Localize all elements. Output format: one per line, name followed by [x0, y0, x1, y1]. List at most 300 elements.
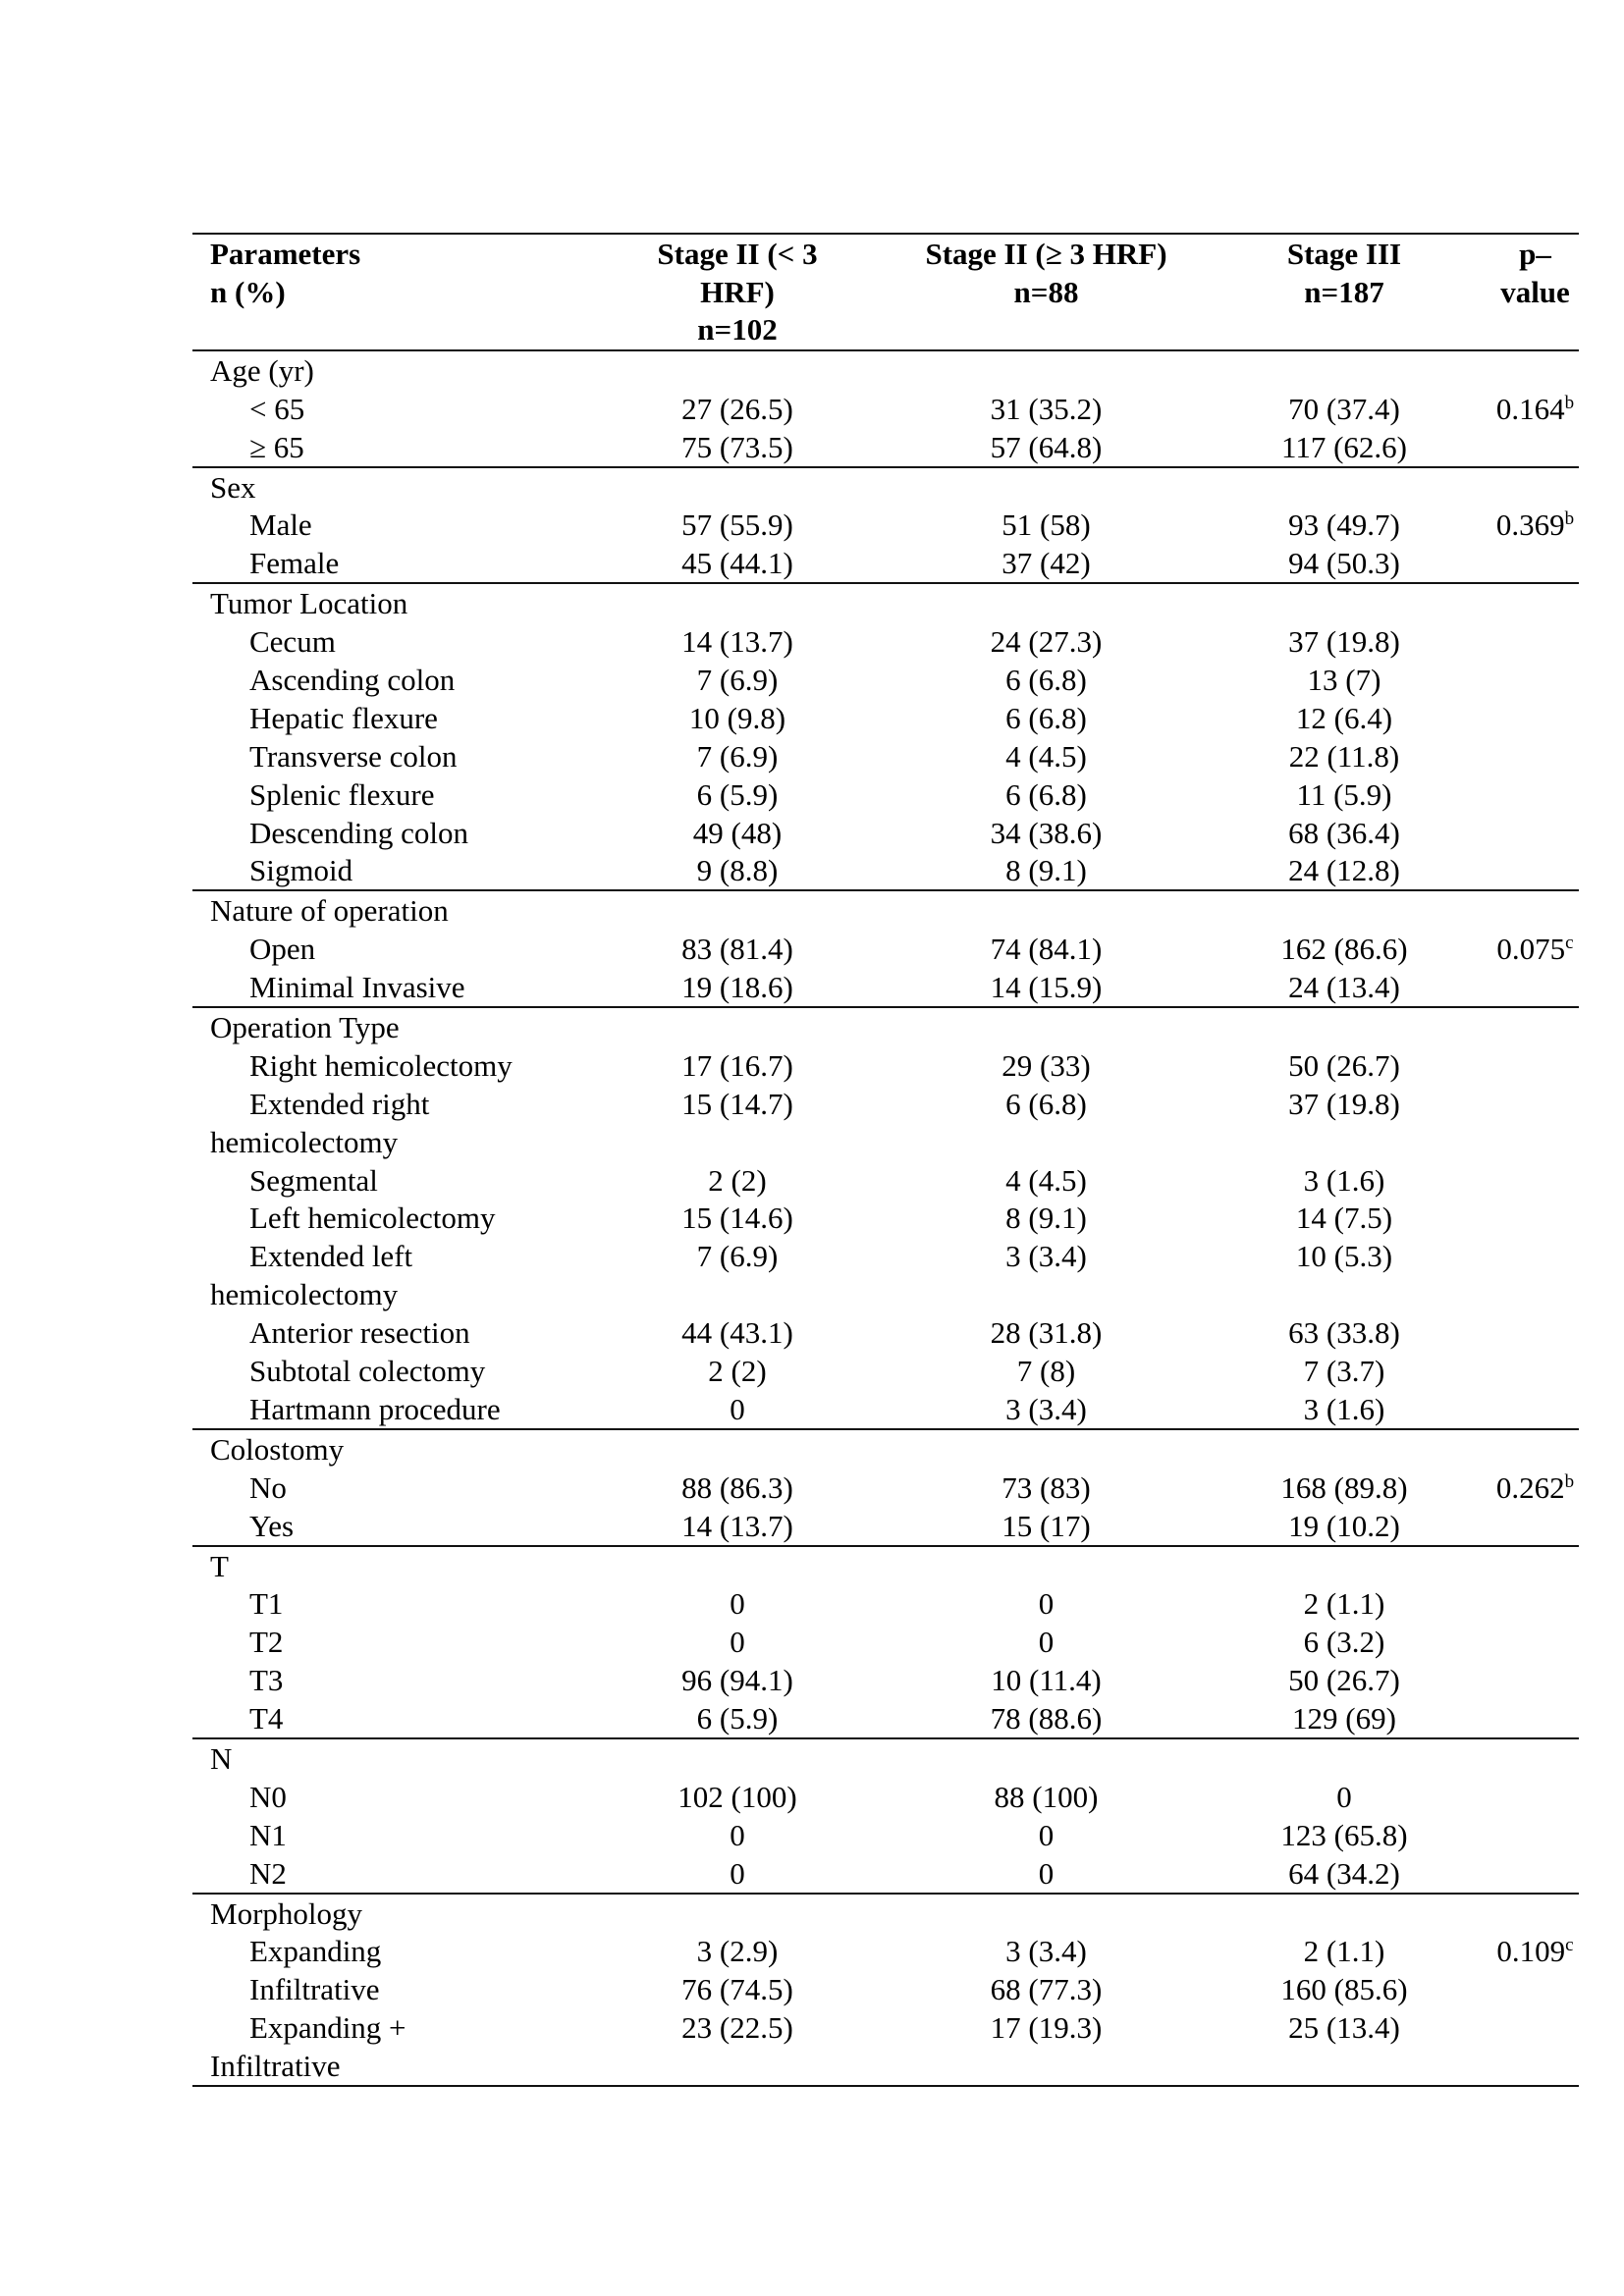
cell-stage2-ge3-hrf: [895, 2047, 1197, 2086]
cell-stage2-lt3-hrf: 27 (26.5): [681, 391, 793, 426]
cell-p-value: [1491, 1816, 1579, 1854]
row-label: Female: [192, 544, 579, 583]
table-row: [192, 930, 1579, 968]
row-label: Infiltrative: [192, 2047, 579, 2086]
p-value-test-superscript: b: [1564, 508, 1575, 530]
cell-stage3: 11 (5.9): [1296, 776, 1392, 812]
row-label: Anterior resection: [249, 1315, 470, 1351]
cell-stage2-ge3-hrf: 10 (11.4): [991, 1663, 1102, 1698]
row-label: Sigmoid: [192, 852, 579, 891]
empty-cell: [1197, 350, 1491, 390]
row-label: Expanding: [249, 1934, 382, 1969]
cell-stage2-ge3-hrf: 34 (38.6): [990, 815, 1103, 850]
cell-stage2-ge3-hrf: 8 (9.1): [895, 852, 1197, 891]
empty-cell: [579, 1429, 895, 1468]
table-row: [192, 428, 1579, 467]
empty-cell: [1491, 1007, 1579, 1046]
header-parameters: [192, 234, 579, 350]
header-line: Stage II (< 3: [657, 237, 818, 271]
cell-stage3: [1197, 2047, 1491, 2086]
cell-stage3: 68 (36.4): [1288, 815, 1400, 850]
row-label: T2: [249, 1625, 284, 1660]
empty-cell: [579, 1894, 895, 1933]
cell-stage2-ge3-hrf: 0: [1038, 1817, 1055, 1852]
row-label: Hartmann procedure: [192, 1390, 579, 1429]
table-row: [192, 1585, 1579, 1624]
table-row: [192, 661, 1579, 699]
cell-p-value: [1491, 661, 1579, 699]
table-row: [192, 1313, 1579, 1352]
table-row: [192, 1854, 1579, 1894]
table-row: [192, 1468, 1579, 1507]
cell-p-value: [1491, 1390, 1579, 1429]
table-row: [192, 1970, 1579, 2008]
p-value-test-superscript: c: [1565, 933, 1574, 954]
cell-p-value: [1491, 699, 1579, 737]
cell-stage3: 64 (34.2): [1197, 1854, 1491, 1894]
group-title: Operation Type: [210, 1010, 400, 1045]
cell-stage3: 94 (50.3): [1197, 544, 1491, 583]
cell-p-value: [1491, 1507, 1579, 1546]
cell-p-value: [1491, 930, 1579, 968]
cell-stage2-ge3-hrf: 51 (58): [1001, 507, 1091, 543]
cell-stage2-ge3-hrf: 37 (42): [895, 544, 1197, 583]
cell-stage2-lt3-hrf: 76 (74.5): [681, 1972, 793, 2007]
cell-stage3: 50 (26.7): [1288, 1663, 1400, 1698]
group-title: Colostomy: [210, 1431, 345, 1467]
cell-stage2-lt3-hrf: 15 (14.7): [681, 1086, 793, 1121]
cell-stage2-lt3-hrf: 3 (2.9): [696, 1934, 779, 1969]
table-row: [192, 2008, 1579, 2047]
row-label: Cecum: [249, 624, 336, 660]
cell-stage3: 3 (1.6): [1197, 1390, 1491, 1429]
cell-stage2-lt3-hrf: 17 (16.7): [681, 1047, 793, 1083]
cell-stage2-lt3-hrf: 57 (55.9): [681, 507, 793, 543]
cell-stage2-ge3-hrf: 68 (77.3): [990, 1972, 1103, 2007]
empty-cell: [579, 890, 895, 930]
cell-p-value: [1491, 507, 1579, 545]
row-label: N0: [249, 1779, 287, 1814]
empty-cell: [895, 890, 1197, 930]
table-row: [192, 968, 1579, 1007]
row-label: Segmental: [249, 1162, 378, 1198]
row-label: Right hemicolectomy: [249, 1047, 513, 1083]
cell-stage2-ge3-hrf: 8 (9.1): [1005, 1201, 1087, 1236]
cell-stage2-ge3-hrf: 17 (19.3): [990, 2010, 1103, 2046]
cell-stage2-ge3-hrf: 15 (17): [895, 1507, 1197, 1546]
cell-stage3: 19 (10.2): [1197, 1507, 1491, 1546]
cell-stage3: 37 (19.8): [1288, 1086, 1400, 1121]
header-stage2-ge3-hrf: [895, 234, 1197, 350]
cell-stage2-lt3-hrf: 6 (5.9): [579, 1699, 895, 1738]
cell-stage2-ge3-hrf: [895, 1123, 1197, 1161]
cell-stage3: 37 (19.8): [1288, 624, 1400, 660]
cell-p-value: [1491, 968, 1579, 1007]
group-header-row-t: [192, 1546, 1579, 1585]
cell-p-value: [1491, 1585, 1579, 1624]
cell-p-value: [1491, 1970, 1579, 2008]
empty-cell: [895, 1894, 1197, 1933]
cell-stage2-ge3-hrf: 6 (6.8): [1005, 776, 1087, 812]
header-line: n=88: [1013, 274, 1079, 309]
table-row: [192, 544, 1579, 583]
cell-stage3: 50 (26.7): [1288, 1047, 1400, 1083]
cell-p-value: [1491, 852, 1579, 891]
cell-stage2-ge3-hrf: 0: [1038, 1586, 1055, 1622]
empty-cell: [895, 1546, 1197, 1585]
cell-p-value: [1491, 1778, 1579, 1816]
row-label: No: [249, 1469, 287, 1505]
cell-p-value: [1491, 775, 1579, 814]
table-row: [192, 775, 1579, 814]
group-title: N: [210, 1740, 233, 1776]
cell-stage2-lt3-hrf: 2 (2): [708, 1162, 767, 1198]
cell-stage2-ge3-hrf: 29 (33): [1001, 1047, 1091, 1083]
table-row: [192, 2047, 1579, 2086]
cell-stage2-lt3-hrf: 23 (22.5): [681, 2010, 793, 2046]
header-line: n=102: [697, 312, 778, 347]
p-value-test-superscript: c: [1565, 1935, 1574, 1956]
cell-stage2-lt3-hrf: 75 (73.5): [579, 428, 895, 467]
cell-stage2-ge3-hrf: 78 (88.6): [895, 1699, 1197, 1738]
cell-stage2-ge3-hrf: 4 (4.5): [1005, 1162, 1087, 1198]
cell-stage2-lt3-hrf: 49 (48): [692, 815, 783, 850]
table-row: [192, 1275, 1579, 1313]
row-label: hemicolectomy: [210, 1277, 399, 1312]
cell-stage3: 7 (3.7): [1303, 1354, 1385, 1389]
table-row: [192, 507, 1579, 545]
cell-stage3: 93 (49.7): [1288, 507, 1400, 543]
cell-stage3: 2 (1.1): [1303, 1934, 1385, 1969]
empty-cell: [1197, 1546, 1491, 1585]
cell-stage2-lt3-hrf: 0: [730, 1817, 745, 1852]
cell-stage2-lt3-hrf: [579, 1275, 895, 1313]
header-line: HRF): [700, 274, 775, 309]
group-header-row-sex: [192, 467, 1579, 507]
cell-p-value: [1491, 1200, 1579, 1238]
table-row: [192, 1778, 1579, 1816]
cell-stage2-lt3-hrf: 83 (81.4): [681, 932, 793, 967]
group-title: Tumor Location: [210, 586, 408, 621]
cell-stage3: 162 (86.6): [1280, 932, 1408, 967]
group-header-row-n: [192, 1738, 1579, 1778]
cell-stage3: 63 (33.8): [1288, 1315, 1400, 1351]
cell-stage2-lt3-hrf: 7 (6.9): [696, 1239, 779, 1274]
cell-stage2-lt3-hrf: 88 (86.3): [681, 1469, 793, 1505]
cell-p-value: [1491, 814, 1579, 852]
cell-stage3: 0: [1336, 1779, 1352, 1814]
empty-cell: [579, 1738, 895, 1778]
cell-stage2-lt3-hrf: 2 (2): [708, 1354, 767, 1389]
empty-cell: [1491, 1546, 1579, 1585]
cell-stage3: [1197, 1123, 1491, 1161]
group-header-row-age-yr: [192, 350, 1579, 390]
cell-stage2-ge3-hrf: 0: [1038, 1625, 1055, 1660]
table-row: [192, 737, 1579, 775]
table-row: [192, 390, 1579, 428]
cell-stage3: 14 (7.5): [1295, 1201, 1393, 1236]
table-row: [192, 1507, 1579, 1546]
cell-stage2-lt3-hrf: 96 (94.1): [681, 1663, 793, 1698]
cell-stage3: 160 (85.6): [1280, 1972, 1408, 2007]
header-line: Stage II (≥ 3 HRF): [925, 237, 1167, 271]
empty-cell: [1491, 1429, 1579, 1468]
cell-stage2-ge3-hrf: 88 (100): [994, 1779, 1099, 1814]
empty-cell: [1197, 1894, 1491, 1933]
cell-stage2-lt3-hrf: 7 (6.9): [696, 738, 779, 774]
table-row: [192, 1933, 1579, 1971]
p-value: 0.075: [1496, 932, 1566, 967]
cell-stage2-ge3-hrf: 14 (15.9): [895, 968, 1197, 1007]
cell-p-value: [1491, 1352, 1579, 1390]
cell-stage2-ge3-hrf: 24 (27.3): [990, 624, 1103, 660]
characteristics-table: [192, 233, 1579, 2087]
cell-p-value: [1491, 544, 1579, 583]
empty-cell: [1197, 1007, 1491, 1046]
cell-p-value: [1491, 737, 1579, 775]
cell-stage2-ge3-hrf: 3 (3.4): [1005, 1934, 1087, 1969]
row-label: hemicolectomy: [210, 1124, 399, 1159]
group-title: Nature of operation: [210, 893, 449, 929]
row-label: T4: [192, 1699, 579, 1738]
row-label: Open: [249, 932, 316, 967]
empty-cell: [1491, 467, 1579, 507]
empty-cell: [895, 350, 1197, 390]
table-row: [192, 1046, 1579, 1085]
cell-stage2-lt3-hrf: 10 (9.8): [688, 700, 786, 735]
cell-stage2-ge3-hrf: 74 (84.1): [990, 932, 1103, 967]
cell-stage2-lt3-hrf: 0: [730, 1586, 745, 1622]
empty-cell: [895, 1007, 1197, 1046]
cell-p-value: [1491, 1854, 1579, 1894]
cell-p-value: [1491, 2008, 1579, 2047]
table-row: [192, 814, 1579, 852]
group-title: T: [210, 1548, 229, 1583]
row-label: N2: [192, 1854, 579, 1894]
empty-cell: [1491, 350, 1579, 390]
cell-stage2-lt3-hrf: 19 (18.6): [579, 968, 895, 1007]
cell-stage2-ge3-hrf: 6 (6.8): [1005, 1086, 1087, 1121]
cell-stage3: 70 (37.4): [1288, 391, 1400, 426]
table-body: [192, 350, 1579, 2086]
table-row: [192, 1623, 1579, 1661]
table-row: [192, 622, 1579, 661]
header-line: p–: [1519, 237, 1551, 271]
cell-stage3: 123 (65.8): [1280, 1817, 1408, 1852]
cell-p-value: [1491, 1237, 1579, 1275]
cell-p-value: [1491, 1275, 1579, 1313]
row-label: Subtotal colectomy: [249, 1354, 486, 1389]
empty-cell: [1197, 1738, 1491, 1778]
table-row: [192, 699, 1579, 737]
cell-stage2-lt3-hrf: 7 (6.9): [696, 663, 779, 698]
cell-p-value: [1491, 2047, 1579, 2086]
group-header-row-nature-of-operation: [192, 890, 1579, 930]
cell-p-value: [1491, 1623, 1579, 1661]
cell-p-value: [1491, 1468, 1579, 1507]
cell-p-value: [1491, 1699, 1579, 1738]
cell-p-value: [1491, 1046, 1579, 1085]
table-row: [192, 1390, 1579, 1429]
cell-stage2-lt3-hrf: 0: [730, 1625, 745, 1660]
table-row: [192, 1816, 1579, 1854]
row-label: Transverse colon: [249, 738, 458, 774]
cell-stage3: 117 (62.6): [1197, 428, 1491, 467]
cell-stage2-ge3-hrf: 0: [895, 1854, 1197, 1894]
cell-p-value: [1491, 1161, 1579, 1200]
row-label: < 65: [249, 391, 305, 426]
cell-p-value: [1491, 1933, 1579, 1971]
group-title: Sex: [210, 469, 256, 505]
cell-stage3: [1197, 1275, 1491, 1313]
table-row: [192, 1123, 1579, 1161]
empty-cell: [1491, 1894, 1579, 1933]
cell-stage3: 2 (1.1): [1303, 1586, 1385, 1622]
cell-stage2-lt3-hrf: 45 (44.1): [579, 544, 895, 583]
row-label: Expanding +: [249, 2010, 406, 2046]
group-header-row-colostomy: [192, 1429, 1579, 1468]
empty-cell: [1197, 467, 1491, 507]
cell-stage3: 3 (1.6): [1303, 1162, 1385, 1198]
table-row: [192, 852, 1579, 891]
empty-cell: [895, 1429, 1197, 1468]
empty-cell: [1197, 890, 1491, 930]
cell-stage2-lt3-hrf: 6 (5.9): [696, 776, 779, 812]
cell-stage2-ge3-hrf: 73 (83): [1001, 1469, 1091, 1505]
cell-stage2-ge3-hrf: 6 (6.8): [1005, 663, 1087, 698]
cell-p-value: [1491, 390, 1579, 428]
row-label: N1: [249, 1817, 287, 1852]
table-row: [192, 1085, 1579, 1123]
cell-stage2-lt3-hrf: 14 (13.7): [579, 1507, 895, 1546]
empty-cell: [1491, 1738, 1579, 1778]
row-label: Extended right: [249, 1086, 430, 1121]
header-line: Parameters: [210, 237, 361, 271]
header-line: Stage III: [1286, 237, 1402, 271]
cell-stage3: 12 (6.4): [1295, 700, 1393, 735]
p-value: 0.262: [1495, 1469, 1565, 1505]
row-label: Male: [249, 507, 312, 543]
p-value: 0.109: [1496, 1934, 1566, 1969]
row-label: Extended left: [249, 1239, 413, 1274]
cell-stage2-lt3-hrf: 14 (13.7): [681, 624, 793, 660]
cell-stage3: 6 (3.2): [1303, 1625, 1385, 1660]
empty-cell: [1491, 890, 1579, 930]
p-value-test-superscript: b: [1564, 1470, 1575, 1492]
cell-p-value: [1491, 622, 1579, 661]
row-label: Splenic flexure: [249, 776, 435, 812]
cell-stage3: 22 (11.8): [1288, 738, 1400, 774]
group-title: Morphology: [210, 1896, 362, 1931]
cell-stage2-lt3-hrf: 9 (8.8): [579, 852, 895, 891]
header-line: n=187: [1304, 274, 1384, 309]
cell-p-value: [1491, 1313, 1579, 1352]
header-stage2-lt3-hrf: [579, 234, 895, 350]
row-label: Left hemicolectomy: [249, 1201, 496, 1236]
empty-cell: [579, 467, 895, 507]
cell-stage3: 129 (69): [1197, 1699, 1491, 1738]
cell-stage2-lt3-hrf: [579, 2047, 895, 2086]
table-row: [192, 1699, 1579, 1738]
cell-stage2-ge3-hrf: 28 (31.8): [990, 1315, 1103, 1351]
table-row: [192, 1237, 1579, 1275]
cell-stage2-lt3-hrf: 0: [579, 1854, 895, 1894]
cell-stage3: 13 (7): [1307, 663, 1381, 698]
empty-cell: [1197, 1429, 1491, 1468]
cell-p-value: [1491, 1123, 1579, 1161]
cell-stage2-ge3-hrf: [895, 1275, 1197, 1313]
p-value-test-superscript: b: [1564, 392, 1575, 413]
cell-p-value: [1491, 428, 1579, 467]
cell-stage3: 25 (13.4): [1288, 2010, 1400, 2046]
table-row: [192, 1352, 1579, 1390]
empty-cell: [895, 1738, 1197, 1778]
cell-stage2-ge3-hrf: 3 (3.4): [1005, 1239, 1087, 1274]
row-label: Hepatic flexure: [249, 700, 438, 735]
empty-cell: [579, 1007, 895, 1046]
group-header-row-tumor-location: [192, 583, 1579, 622]
empty-cell: [579, 350, 895, 390]
cell-stage2-lt3-hrf: 15 (14.6): [681, 1201, 793, 1236]
row-label: Infiltrative: [249, 1972, 380, 2007]
table-header: [192, 234, 1579, 350]
cell-stage2-lt3-hrf: 102 (100): [677, 1779, 797, 1814]
cell-stage2-ge3-hrf: 4 (4.5): [1005, 738, 1087, 774]
empty-cell: [579, 1546, 895, 1585]
row-label: T1: [249, 1586, 284, 1622]
row-label: Ascending colon: [249, 663, 456, 698]
header-row: [192, 234, 1579, 350]
cell-p-value: [1491, 1661, 1579, 1699]
p-value: 0.164: [1495, 391, 1565, 426]
row-label: ≥ 65: [192, 428, 579, 467]
cell-stage2-ge3-hrf: 31 (35.2): [990, 391, 1103, 426]
empty-cell: [1491, 583, 1579, 622]
group-header-row-operation-type: [192, 1007, 1579, 1046]
empty-cell: [579, 583, 895, 622]
group-header-row-morphology: [192, 1894, 1579, 1933]
row-label: Yes: [192, 1507, 579, 1546]
table-row: [192, 1200, 1579, 1238]
row-label: T3: [249, 1663, 284, 1698]
cell-stage2-lt3-hrf: [579, 1123, 895, 1161]
header-p-value: [1491, 234, 1579, 350]
table-row: [192, 1161, 1579, 1200]
empty-cell: [1197, 583, 1491, 622]
cell-stage2-ge3-hrf: 7 (8): [1016, 1354, 1076, 1389]
cell-stage2-lt3-hrf: 0: [579, 1390, 895, 1429]
header-line: n (%): [210, 274, 286, 309]
p-value: 0.369: [1495, 507, 1565, 543]
cell-stage3: 24 (12.8): [1197, 852, 1491, 891]
cell-stage3: 168 (89.8): [1280, 1469, 1408, 1505]
row-label: Minimal Invasive: [192, 968, 579, 1007]
empty-cell: [895, 467, 1197, 507]
cell-stage2-ge3-hrf: 3 (3.4): [895, 1390, 1197, 1429]
header-stage3: [1197, 234, 1491, 350]
cell-stage3: 24 (13.4): [1197, 968, 1491, 1007]
cell-stage2-ge3-hrf: 6 (6.8): [1005, 700, 1087, 735]
header-line: value: [1500, 274, 1570, 309]
cell-p-value: [1491, 1085, 1579, 1123]
empty-cell: [895, 583, 1197, 622]
group-title: Age (yr): [210, 352, 314, 388]
row-label: Descending colon: [249, 815, 468, 850]
cell-stage2-ge3-hrf: 57 (64.8): [895, 428, 1197, 467]
cell-stage3: 10 (5.3): [1295, 1239, 1393, 1274]
table-row: [192, 1661, 1579, 1699]
cell-stage2-lt3-hrf: 44 (43.1): [681, 1315, 793, 1351]
